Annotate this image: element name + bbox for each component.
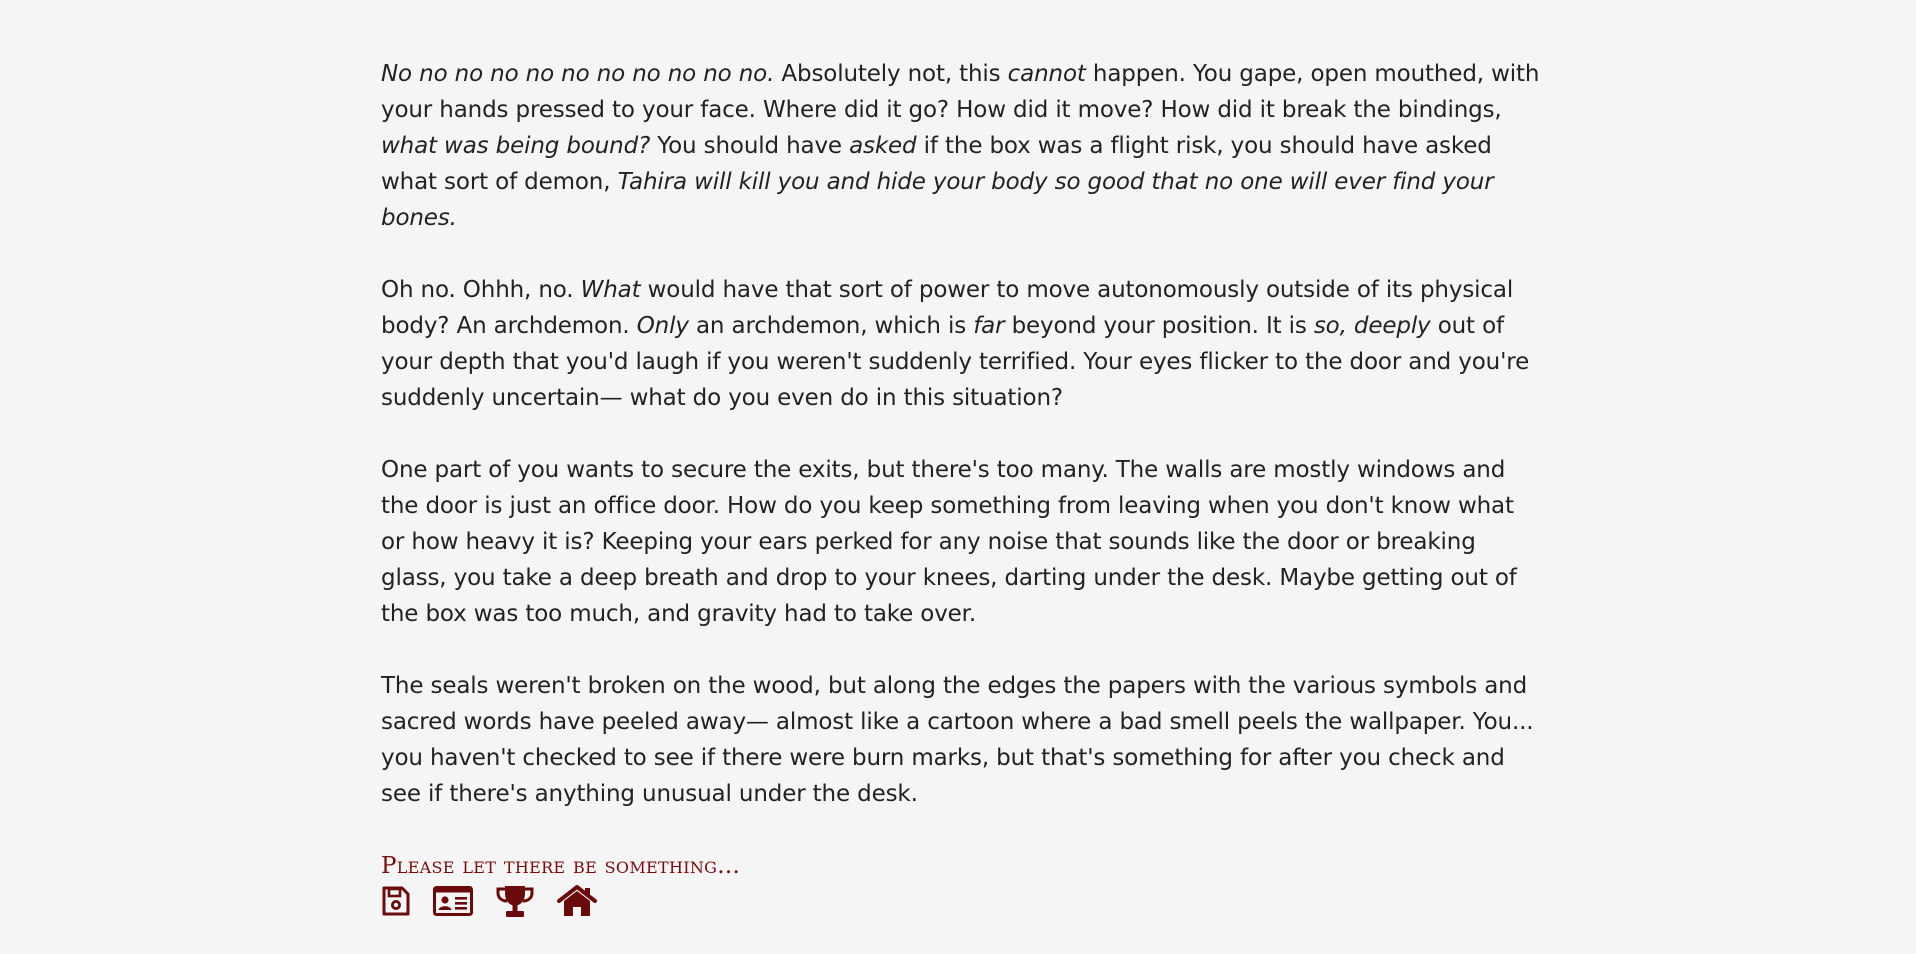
text-span: would have that sort of power to move autonomously outside of its physical body? An archdemon. xyxy=(381,277,1514,339)
paragraph-3 xyxy=(381,452,1541,632)
bottom-toolbar xyxy=(381,884,597,918)
text-span: if the box was a flight risk, you should have asked what sort of demon, xyxy=(381,133,1492,195)
home-icon xyxy=(557,885,597,917)
character-card-button[interactable] xyxy=(433,886,473,916)
text-span: an archdemon, which is xyxy=(688,313,974,339)
text-span: asked xyxy=(849,133,917,159)
save-icon xyxy=(381,885,411,917)
paragraph-4 xyxy=(381,668,1541,812)
id-card-icon xyxy=(433,886,473,916)
choice-link[interactable]: Please let there be something... xyxy=(381,853,741,879)
home-button[interactable] xyxy=(557,885,597,917)
paragraph-2 xyxy=(381,272,1541,416)
text-span: far xyxy=(973,313,1005,339)
text-span: One part of you wants to secure the exits, but there's too many. The walls are mostly windows and the door is just an office door. How do you keep something from leaving when you don't know what or how heavy it is? Keeping your ears perked for any noise that sounds like the door or breaking glass, you take a deep breath and drop to your knees, darting under the desk. Maybe getting out of the box was too much, and gravity had to take over. xyxy=(381,457,1517,627)
text-span: Absolutely not, this xyxy=(774,61,1008,87)
achievements-button[interactable] xyxy=(495,884,535,918)
text-span: Oh no. Ohhh, no. xyxy=(381,277,581,303)
text-span: No no no no no no no no no no no. xyxy=(381,61,775,87)
text-span: happen. You gape, open mouthed, with your hands pressed to your face. Where did it go? How did it move? How did it break the bindings, xyxy=(381,61,1540,123)
text-span: so, deeply xyxy=(1313,313,1431,339)
text-span: Only xyxy=(636,313,689,339)
text-span: The seals weren't broken on the wood, but along the edges the papers with the various symbols and sacred words have peeled away— almost like a cartoon where a bad smell peels the wallpaper. You... you haven't checked to see if there were burn marks, but that's something for after you check and see if there's anything unusual under the desk. xyxy=(381,673,1534,807)
text-span: You should have xyxy=(650,133,850,159)
paragraph-1 xyxy=(381,56,1541,236)
text-span: what was being bound? xyxy=(381,133,651,159)
save-button[interactable] xyxy=(381,885,411,917)
text-span: Tahira will kill you and hide your body so good that no one will ever find your bones. xyxy=(381,169,1494,231)
trophy-icon xyxy=(495,884,535,918)
text-span: out of your depth that you'd laugh if you weren't suddenly terrified. Your eyes flicker to the door and you're suddenly uncertain— what do you even do in this situation? xyxy=(381,313,1530,411)
text-span: cannot xyxy=(1007,61,1086,87)
story-passage xyxy=(381,56,1541,884)
text-span: beyond your position. It is xyxy=(1004,313,1314,339)
text-span: What xyxy=(580,277,641,303)
